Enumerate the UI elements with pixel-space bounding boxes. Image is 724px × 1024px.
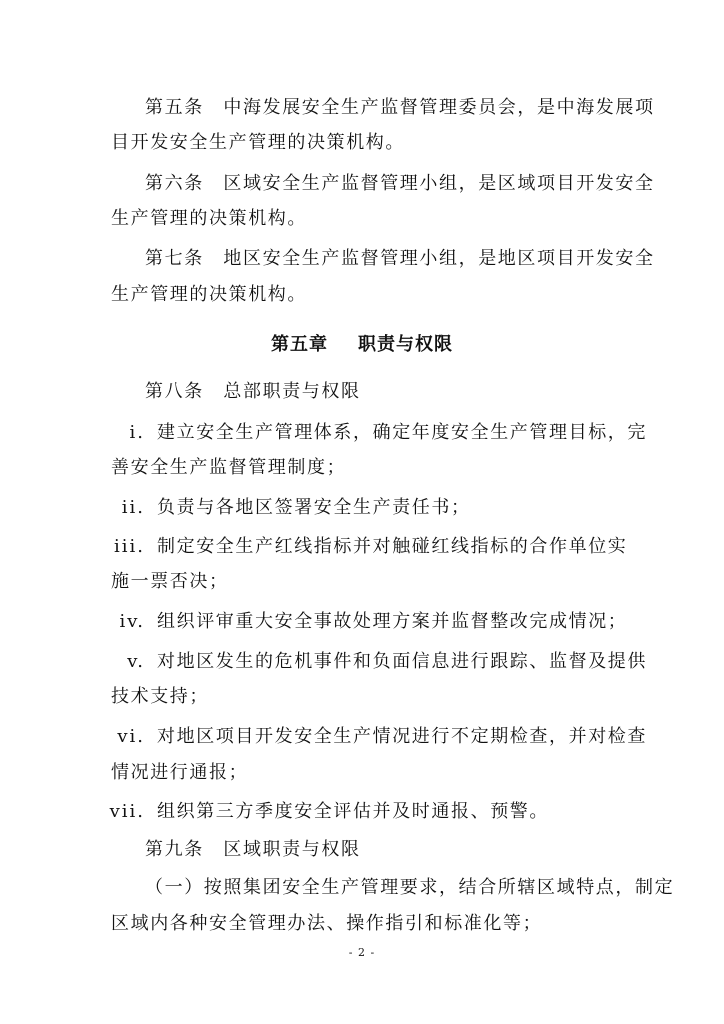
article-9-heading: 第九条 区域职责与权限 — [145, 839, 361, 860]
article-5-line-2: 目开发安全生产管理的决策机构。 — [111, 132, 405, 153]
article-8-item-1-line-1 — [105, 421, 647, 445]
chapter-heading — [0, 333, 724, 357]
article-8-heading: 第八条 总部职责与权限 — [145, 381, 361, 402]
item-number: ii. — [121, 497, 145, 518]
article-8-item-2 — [105, 496, 621, 520]
article-8-item-3-line-1 — [105, 535, 628, 559]
article-5-line-1: 第五条 中海发展安全生产监督管理委员会，是中海发展项 — [145, 97, 655, 118]
article-8-item-5-line-1 — [105, 650, 647, 674]
article-6-line-1: 第六条 区域安全生产监督管理小组，是区域项目开发安全 — [145, 173, 655, 194]
item-number: v. — [127, 651, 145, 672]
chapter-number: 第五章 — [271, 334, 328, 355]
item-text: 建立安全生产管理体系，确定年度安全生产管理目标，完 — [157, 422, 647, 443]
article-7-line-2: 生产管理的决策机构。 — [111, 284, 307, 305]
article-9-item-1-line-2: 区域内各种安全管理办法、操作指引和标准化等； — [111, 913, 543, 934]
item-number: vii. — [109, 801, 145, 822]
item-text: 组织评审重大安全事故处理方案并监督整改完成情况； — [157, 611, 628, 632]
item-number: iv. — [119, 611, 145, 632]
item-text: 负责与各地区签署安全生产责任书； — [157, 497, 471, 518]
item-text: 制定安全生产红线指标并对触碰红线指标的合作单位实 — [157, 536, 628, 557]
chapter-title: 职责与权限 — [358, 334, 453, 355]
article-8-item-1-line-2: 善安全生产监督管理制度； — [111, 457, 347, 478]
article-8-item-7 — [105, 800, 621, 824]
item-number: vi. — [117, 726, 145, 747]
article-8-item-6-line-1 — [105, 725, 647, 749]
article-6-line-2: 生产管理的决策机构。 — [111, 208, 307, 229]
article-9-item-1-line-1: （一）按照集团安全生产管理要求，结合所辖区域特点，制定 — [145, 877, 675, 898]
item-text: 对地区项目开发安全生产情况进行不定期检查，并对检查 — [157, 726, 647, 747]
page-number: - 2 - — [348, 946, 376, 959]
item-text: 组织第三方季度安全评估并及时通报、预警。 — [157, 801, 549, 822]
item-text: 对地区发生的危机事件和负面信息进行跟踪、监督及提供 — [157, 651, 647, 672]
article-8-item-5-line-2: 技术支持； — [111, 686, 209, 707]
article-8-item-4 — [105, 610, 628, 634]
item-number: i. — [129, 422, 145, 443]
article-8-item-3-line-2: 施一票否决； — [111, 571, 229, 592]
article-7-line-1: 第七条 地区安全生产监督管理小组，是地区项目开发安全 — [145, 248, 655, 269]
article-8-item-6-line-2: 情况进行通报； — [111, 762, 249, 783]
item-number: iii. — [114, 536, 145, 557]
